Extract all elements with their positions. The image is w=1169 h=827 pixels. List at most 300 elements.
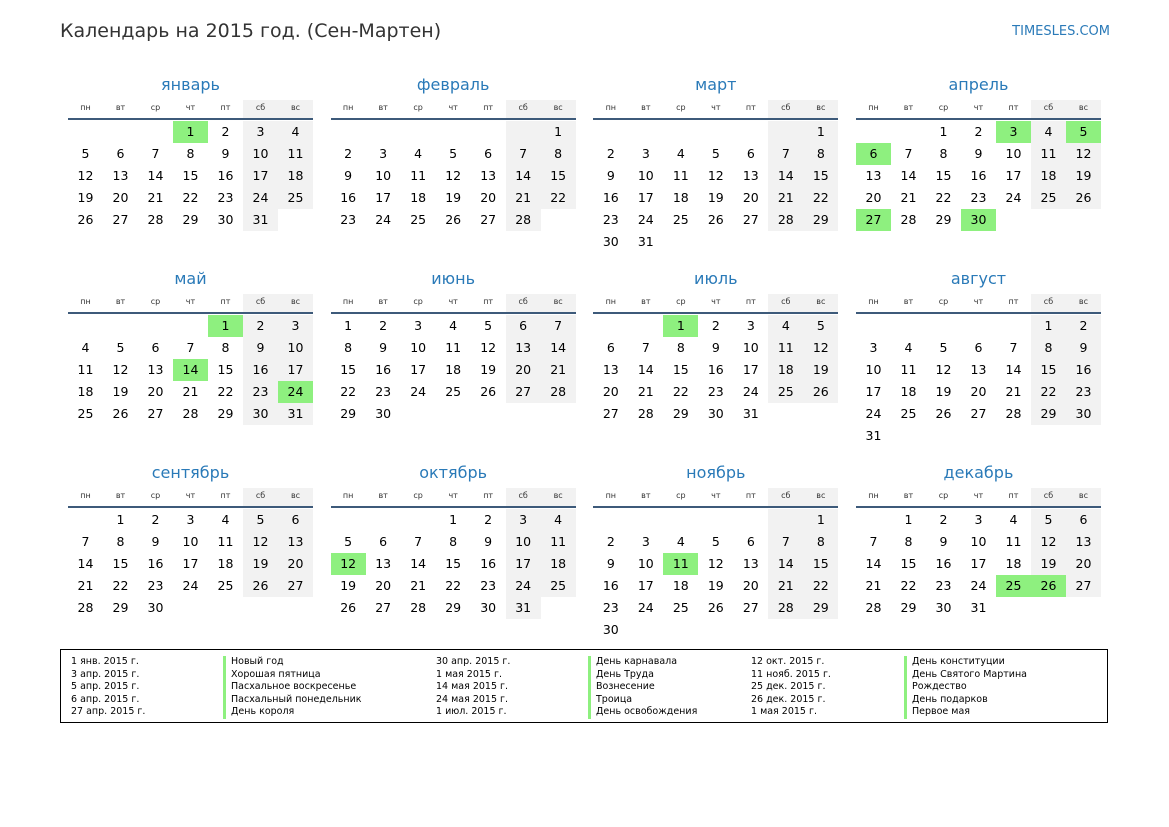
day-cell[interactable]: 28 <box>410 600 427 615</box>
holiday-day-cell[interactable]: 1 <box>208 315 243 337</box>
day-cell[interactable]: 15 <box>217 362 234 377</box>
day-cell[interactable]: 3 <box>641 146 650 161</box>
day-cell[interactable]: 17 <box>375 190 392 205</box>
day-cell[interactable]: 11 <box>672 168 689 183</box>
day-cell[interactable]: 12 <box>77 168 94 183</box>
day-cell[interactable]: 21 <box>1005 384 1022 399</box>
day-cell[interactable]: 17 <box>742 362 759 377</box>
day-cell[interactable]: 3 <box>243 121 278 143</box>
day-cell[interactable]: 4 <box>676 534 685 549</box>
day-cell[interactable]: 7 <box>81 534 90 549</box>
day-cell[interactable]: 29 <box>217 406 234 421</box>
day-cell[interactable]: 4 <box>449 318 458 333</box>
day-cell[interactable]: 2 <box>243 315 278 337</box>
day-cell[interactable]: 24 <box>865 406 882 421</box>
day-cell[interactable]: 24 <box>375 212 392 227</box>
day-cell[interactable]: 3 <box>278 315 313 337</box>
day-cell[interactable]: 20 <box>480 190 497 205</box>
day-cell[interactable]: 21 <box>147 190 164 205</box>
day-cell[interactable]: 21 <box>637 384 654 399</box>
day-cell[interactable]: 9 <box>484 534 493 549</box>
day-cell[interactable]: 15 <box>803 165 838 187</box>
day-cell[interactable]: 18 <box>217 556 234 571</box>
day-cell[interactable]: 6 <box>278 509 313 531</box>
day-cell[interactable]: 13 <box>742 556 759 571</box>
day-cell[interactable]: 22 <box>803 187 838 209</box>
holiday-day-cell[interactable]: 5 <box>1066 121 1101 143</box>
day-cell[interactable]: 22 <box>217 384 234 399</box>
holiday-day-cell[interactable]: 3 <box>996 121 1031 143</box>
day-cell[interactable]: 18 <box>672 190 689 205</box>
day-cell[interactable]: 29 <box>1031 403 1066 425</box>
day-cell[interactable]: 19 <box>935 384 952 399</box>
day-cell[interactable]: 17 <box>1005 168 1022 183</box>
day-cell[interactable]: 10 <box>182 534 199 549</box>
day-cell[interactable]: 25 <box>900 406 917 421</box>
day-cell[interactable]: 16 <box>1066 359 1101 381</box>
day-cell[interactable]: 13 <box>278 531 313 553</box>
day-cell[interactable]: 18 <box>541 553 576 575</box>
day-cell[interactable]: 7 <box>414 534 423 549</box>
day-cell[interactable]: 4 <box>1031 121 1066 143</box>
day-cell[interactable]: 11 <box>1031 143 1066 165</box>
day-cell[interactable]: 15 <box>541 165 576 187</box>
day-cell[interactable]: 24 <box>742 384 759 399</box>
day-cell[interactable]: 4 <box>278 121 313 143</box>
day-cell[interactable]: 5 <box>1031 509 1066 531</box>
day-cell[interactable]: 12 <box>935 362 952 377</box>
day-cell[interactable]: 17 <box>506 553 541 575</box>
day-cell[interactable]: 25 <box>672 600 689 615</box>
day-cell[interactable]: 22 <box>445 578 462 593</box>
day-cell[interactable]: 30 <box>147 600 164 615</box>
day-cell[interactable]: 18 <box>900 384 917 399</box>
day-cell[interactable]: 28 <box>768 209 803 231</box>
day-cell[interactable]: 12 <box>112 362 129 377</box>
day-cell[interactable]: 22 <box>1031 381 1066 403</box>
day-cell[interactable]: 8 <box>449 534 458 549</box>
day-cell[interactable]: 20 <box>970 384 987 399</box>
day-cell[interactable]: 10 <box>278 337 313 359</box>
day-cell[interactable]: 1 <box>803 509 838 531</box>
day-cell[interactable]: 19 <box>340 578 357 593</box>
day-cell[interactable]: 4 <box>541 509 576 531</box>
day-cell[interactable]: 17 <box>637 578 654 593</box>
day-cell[interactable]: 19 <box>707 578 724 593</box>
day-cell[interactable]: 25 <box>768 381 803 403</box>
day-cell[interactable]: 21 <box>410 578 427 593</box>
day-cell[interactable]: 21 <box>77 578 94 593</box>
day-cell[interactable]: 10 <box>742 340 759 355</box>
day-cell[interactable]: 4 <box>768 315 803 337</box>
day-cell[interactable]: 24 <box>637 212 654 227</box>
day-cell[interactable]: 20 <box>865 190 882 205</box>
day-cell[interactable]: 28 <box>147 212 164 227</box>
day-cell[interactable]: 2 <box>939 512 948 527</box>
holiday-day-cell[interactable]: 12 <box>331 553 366 575</box>
day-cell[interactable]: 29 <box>445 600 462 615</box>
day-cell[interactable]: 16 <box>480 556 497 571</box>
day-cell[interactable]: 23 <box>707 384 724 399</box>
day-cell[interactable]: 13 <box>480 168 497 183</box>
day-cell[interactable]: 26 <box>445 212 462 227</box>
day-cell[interactable]: 10 <box>243 143 278 165</box>
day-cell[interactable]: 27 <box>506 381 541 403</box>
day-cell[interactable]: 28 <box>182 406 199 421</box>
day-cell[interactable]: 29 <box>112 600 129 615</box>
day-cell[interactable]: 11 <box>541 531 576 553</box>
day-cell[interactable]: 4 <box>81 340 90 355</box>
day-cell[interactable]: 9 <box>379 340 388 355</box>
day-cell[interactable]: 23 <box>217 190 234 205</box>
day-cell[interactable]: 8 <box>116 534 125 549</box>
day-cell[interactable]: 12 <box>445 168 462 183</box>
day-cell[interactable]: 23 <box>602 600 619 615</box>
day-cell[interactable]: 1 <box>116 512 125 527</box>
day-cell[interactable]: 30 <box>602 234 619 249</box>
day-cell[interactable]: 4 <box>414 146 423 161</box>
day-cell[interactable]: 6 <box>506 315 541 337</box>
day-cell[interactable]: 2 <box>711 318 720 333</box>
day-cell[interactable]: 10 <box>1005 146 1022 161</box>
day-cell[interactable]: 21 <box>541 359 576 381</box>
day-cell[interactable]: 11 <box>217 534 234 549</box>
day-cell[interactable]: 27 <box>742 600 759 615</box>
day-cell[interactable]: 28 <box>768 597 803 619</box>
day-cell[interactable]: 21 <box>900 190 917 205</box>
day-cell[interactable]: 8 <box>803 531 838 553</box>
day-cell[interactable]: 9 <box>151 534 160 549</box>
day-cell[interactable]: 25 <box>541 575 576 597</box>
day-cell[interactable]: 18 <box>278 165 313 187</box>
day-cell[interactable]: 14 <box>147 168 164 183</box>
day-cell[interactable]: 5 <box>484 318 493 333</box>
day-cell[interactable]: 12 <box>243 531 278 553</box>
day-cell[interactable]: 7 <box>904 146 913 161</box>
day-cell[interactable]: 28 <box>1005 406 1022 421</box>
day-cell[interactable]: 22 <box>182 190 199 205</box>
day-cell[interactable]: 31 <box>278 403 313 425</box>
day-cell[interactable]: 31 <box>637 234 654 249</box>
day-cell[interactable]: 19 <box>112 384 129 399</box>
day-cell[interactable]: 19 <box>77 190 94 205</box>
day-cell[interactable]: 26 <box>707 600 724 615</box>
day-cell[interactable]: 17 <box>410 362 427 377</box>
day-cell[interactable]: 15 <box>112 556 129 571</box>
day-cell[interactable]: 6 <box>1066 509 1101 531</box>
day-cell[interactable]: 17 <box>970 556 987 571</box>
day-cell[interactable]: 18 <box>77 384 94 399</box>
day-cell[interactable]: 18 <box>768 359 803 381</box>
day-cell[interactable]: 8 <box>186 146 195 161</box>
day-cell[interactable]: 10 <box>637 168 654 183</box>
day-cell[interactable]: 14 <box>541 337 576 359</box>
day-cell[interactable]: 14 <box>768 553 803 575</box>
day-cell[interactable]: 11 <box>77 362 94 377</box>
day-cell[interactable]: 3 <box>414 318 423 333</box>
day-cell[interactable]: 31 <box>970 600 987 615</box>
day-cell[interactable]: 6 <box>484 146 493 161</box>
day-cell[interactable]: 3 <box>641 534 650 549</box>
day-cell[interactable]: 4 <box>1009 512 1018 527</box>
day-cell[interactable]: 27 <box>278 575 313 597</box>
day-cell[interactable]: 17 <box>278 359 313 381</box>
day-cell[interactable]: 9 <box>711 340 720 355</box>
day-cell[interactable]: 29 <box>672 406 689 421</box>
day-cell[interactable]: 16 <box>707 362 724 377</box>
day-cell[interactable]: 12 <box>480 340 497 355</box>
day-cell[interactable]: 15 <box>803 553 838 575</box>
day-cell[interactable]: 28 <box>77 600 94 615</box>
holiday-day-cell[interactable]: 26 <box>1031 575 1066 597</box>
day-cell[interactable]: 30 <box>1066 403 1101 425</box>
day-cell[interactable]: 7 <box>541 315 576 337</box>
day-cell[interactable]: 12 <box>1066 143 1101 165</box>
day-cell[interactable]: 20 <box>742 578 759 593</box>
day-cell[interactable]: 14 <box>77 556 94 571</box>
day-cell[interactable]: 27 <box>375 600 392 615</box>
day-cell[interactable]: 6 <box>606 340 615 355</box>
day-cell[interactable]: 25 <box>278 187 313 209</box>
day-cell[interactable]: 17 <box>243 165 278 187</box>
day-cell[interactable]: 7 <box>186 340 195 355</box>
day-cell[interactable]: 3 <box>506 509 541 531</box>
day-cell[interactable]: 18 <box>445 362 462 377</box>
day-cell[interactable]: 22 <box>803 575 838 597</box>
day-cell[interactable]: 7 <box>1009 340 1018 355</box>
day-cell[interactable]: 10 <box>506 531 541 553</box>
day-cell[interactable]: 20 <box>375 578 392 593</box>
day-cell[interactable]: 30 <box>707 406 724 421</box>
day-cell[interactable]: 22 <box>900 578 917 593</box>
day-cell[interactable]: 21 <box>506 187 541 209</box>
day-cell[interactable]: 14 <box>410 556 427 571</box>
day-cell[interactable]: 11 <box>410 168 427 183</box>
day-cell[interactable]: 26 <box>480 384 497 399</box>
day-cell[interactable]: 8 <box>344 340 353 355</box>
day-cell[interactable]: 26 <box>707 212 724 227</box>
day-cell[interactable]: 22 <box>935 190 952 205</box>
day-cell[interactable]: 2 <box>221 124 230 139</box>
day-cell[interactable]: 3 <box>186 512 195 527</box>
day-cell[interactable]: 5 <box>243 509 278 531</box>
day-cell[interactable]: 23 <box>243 381 278 403</box>
day-cell[interactable]: 13 <box>742 168 759 183</box>
day-cell[interactable]: 3 <box>379 146 388 161</box>
day-cell[interactable]: 30 <box>602 622 619 637</box>
day-cell[interactable]: 5 <box>116 340 125 355</box>
day-cell[interactable]: 22 <box>541 187 576 209</box>
holiday-day-cell[interactable]: 27 <box>856 209 891 231</box>
day-cell[interactable]: 11 <box>900 362 917 377</box>
holiday-day-cell[interactable]: 1 <box>173 121 208 143</box>
day-cell[interactable]: 27 <box>970 406 987 421</box>
holiday-day-cell[interactable]: 11 <box>663 553 698 575</box>
day-cell[interactable]: 9 <box>243 337 278 359</box>
day-cell[interactable]: 15 <box>340 362 357 377</box>
day-cell[interactable]: 31 <box>865 428 882 443</box>
day-cell[interactable]: 23 <box>935 578 952 593</box>
day-cell[interactable]: 29 <box>803 209 838 231</box>
day-cell[interactable]: 13 <box>506 337 541 359</box>
day-cell[interactable]: 19 <box>1066 165 1101 187</box>
day-cell[interactable]: 26 <box>112 406 129 421</box>
day-cell[interactable]: 16 <box>217 168 234 183</box>
day-cell[interactable]: 3 <box>974 512 983 527</box>
day-cell[interactable]: 19 <box>480 362 497 377</box>
day-cell[interactable]: 23 <box>970 190 987 205</box>
day-cell[interactable]: 27 <box>112 212 129 227</box>
day-cell[interactable]: 10 <box>410 340 427 355</box>
day-cell[interactable]: 6 <box>746 146 755 161</box>
day-cell[interactable]: 24 <box>637 600 654 615</box>
day-cell[interactable]: 2 <box>379 318 388 333</box>
day-cell[interactable]: 20 <box>1066 553 1101 575</box>
day-cell[interactable]: 21 <box>865 578 882 593</box>
day-cell[interactable]: 1 <box>449 512 458 527</box>
day-cell[interactable]: 22 <box>672 384 689 399</box>
day-cell[interactable]: 30 <box>217 212 234 227</box>
day-cell[interactable]: 7 <box>869 534 878 549</box>
day-cell[interactable]: 16 <box>602 190 619 205</box>
day-cell[interactable]: 8 <box>803 143 838 165</box>
day-cell[interactable]: 27 <box>742 212 759 227</box>
day-cell[interactable]: 25 <box>77 406 94 421</box>
day-cell[interactable]: 24 <box>970 578 987 593</box>
day-cell[interactable]: 26 <box>803 381 838 403</box>
day-cell[interactable]: 10 <box>637 556 654 571</box>
day-cell[interactable]: 9 <box>974 146 983 161</box>
day-cell[interactable]: 5 <box>939 340 948 355</box>
day-cell[interactable]: 16 <box>147 556 164 571</box>
day-cell[interactable]: 15 <box>672 362 689 377</box>
day-cell[interactable]: 18 <box>410 190 427 205</box>
day-cell[interactable]: 3 <box>746 318 755 333</box>
day-cell[interactable]: 28 <box>506 209 541 231</box>
day-cell[interactable]: 20 <box>742 190 759 205</box>
day-cell[interactable]: 29 <box>900 600 917 615</box>
day-cell[interactable]: 16 <box>970 168 987 183</box>
day-cell[interactable]: 29 <box>935 212 952 227</box>
day-cell[interactable]: 13 <box>147 362 164 377</box>
day-cell[interactable]: 25 <box>217 578 234 593</box>
day-cell[interactable]: 25 <box>672 212 689 227</box>
day-cell[interactable]: 15 <box>935 168 952 183</box>
holiday-day-cell[interactable]: 6 <box>856 143 891 165</box>
day-cell[interactable]: 1 <box>344 318 353 333</box>
day-cell[interactable]: 14 <box>768 165 803 187</box>
day-cell[interactable]: 23 <box>340 212 357 227</box>
day-cell[interactable]: 2 <box>1066 315 1101 337</box>
day-cell[interactable]: 7 <box>151 146 160 161</box>
day-cell[interactable]: 18 <box>1031 165 1066 187</box>
day-cell[interactable]: 8 <box>939 146 948 161</box>
day-cell[interactable]: 27 <box>602 406 619 421</box>
day-cell[interactable]: 28 <box>900 212 917 227</box>
day-cell[interactable]: 25 <box>410 212 427 227</box>
day-cell[interactable]: 1 <box>541 121 576 143</box>
day-cell[interactable]: 24 <box>506 575 541 597</box>
holiday-day-cell[interactable]: 24 <box>278 381 313 403</box>
day-cell[interactable]: 13 <box>970 362 987 377</box>
day-cell[interactable]: 8 <box>904 534 913 549</box>
day-cell[interactable]: 2 <box>344 146 353 161</box>
day-cell[interactable]: 13 <box>1066 531 1101 553</box>
day-cell[interactable]: 31 <box>506 597 541 619</box>
holiday-day-cell[interactable]: 30 <box>961 209 996 231</box>
day-cell[interactable]: 11 <box>278 143 313 165</box>
day-cell[interactable]: 9 <box>221 146 230 161</box>
day-cell[interactable]: 13 <box>112 168 129 183</box>
day-cell[interactable]: 17 <box>637 190 654 205</box>
day-cell[interactable]: 24 <box>1005 190 1022 205</box>
day-cell[interactable]: 20 <box>278 553 313 575</box>
day-cell[interactable]: 1 <box>939 124 948 139</box>
day-cell[interactable]: 28 <box>637 406 654 421</box>
day-cell[interactable]: 5 <box>711 534 720 549</box>
day-cell[interactable]: 19 <box>243 553 278 575</box>
day-cell[interactable]: 2 <box>151 512 160 527</box>
day-cell[interactable]: 10 <box>375 168 392 183</box>
day-cell[interactable]: 5 <box>803 315 838 337</box>
day-cell[interactable]: 18 <box>672 578 689 593</box>
day-cell[interactable]: 7 <box>641 340 650 355</box>
day-cell[interactable]: 6 <box>151 340 160 355</box>
holiday-day-cell[interactable]: 1 <box>663 315 698 337</box>
day-cell[interactable]: 24 <box>410 384 427 399</box>
day-cell[interactable]: 12 <box>1031 531 1066 553</box>
day-cell[interactable]: 19 <box>445 190 462 205</box>
day-cell[interactable]: 26 <box>77 212 94 227</box>
day-cell[interactable]: 26 <box>1066 187 1101 209</box>
day-cell[interactable]: 29 <box>803 597 838 619</box>
day-cell[interactable]: 30 <box>243 403 278 425</box>
day-cell[interactable]: 11 <box>445 340 462 355</box>
day-cell[interactable]: 5 <box>81 146 90 161</box>
day-cell[interactable]: 6 <box>974 340 983 355</box>
day-cell[interactable]: 26 <box>935 406 952 421</box>
day-cell[interactable]: 5 <box>344 534 353 549</box>
day-cell[interactable]: 8 <box>541 143 576 165</box>
day-cell[interactable]: 20 <box>147 384 164 399</box>
day-cell[interactable]: 12 <box>803 337 838 359</box>
day-cell[interactable]: 23 <box>602 212 619 227</box>
day-cell[interactable]: 29 <box>340 406 357 421</box>
day-cell[interactable]: 2 <box>974 124 983 139</box>
day-cell[interactable]: 8 <box>1031 337 1066 359</box>
day-cell[interactable]: 31 <box>243 209 278 231</box>
day-cell[interactable]: 14 <box>637 362 654 377</box>
day-cell[interactable]: 17 <box>865 384 882 399</box>
day-cell[interactable]: 23 <box>147 578 164 593</box>
day-cell[interactable]: 7 <box>768 143 803 165</box>
day-cell[interactable]: 9 <box>1066 337 1101 359</box>
day-cell[interactable]: 17 <box>182 556 199 571</box>
day-cell[interactable]: 19 <box>1031 553 1066 575</box>
day-cell[interactable]: 5 <box>711 146 720 161</box>
day-cell[interactable]: 31 <box>742 406 759 421</box>
day-cell[interactable]: 30 <box>935 600 952 615</box>
day-cell[interactable]: 1 <box>1031 315 1066 337</box>
day-cell[interactable]: 21 <box>768 187 803 209</box>
day-cell[interactable]: 21 <box>182 384 199 399</box>
day-cell[interactable]: 21 <box>768 575 803 597</box>
day-cell[interactable]: 20 <box>602 384 619 399</box>
day-cell[interactable]: 4 <box>676 146 685 161</box>
day-cell[interactable]: 24 <box>182 578 199 593</box>
holiday-day-cell[interactable]: 25 <box>996 575 1031 597</box>
day-cell[interactable]: 22 <box>340 384 357 399</box>
